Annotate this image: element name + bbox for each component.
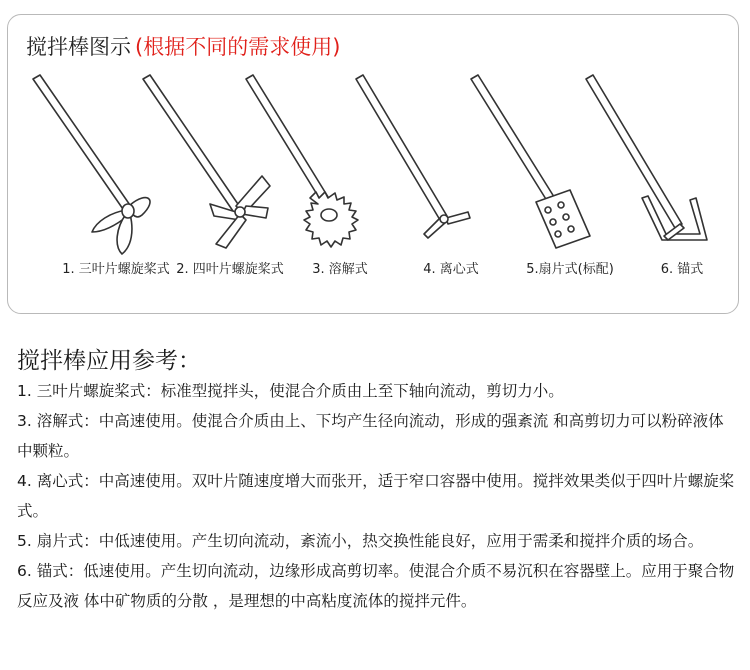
anchor-icon [586, 75, 707, 240]
caption-three-blade-propeller: 1. 三叶片螺旋桨式 [62, 262, 170, 277]
usage-item-centrifugal: 4. 离心式：中高速使用。双叶片随速度增大而张开，适于窄口容器中使用。搅拌效果类似于四叶片螺旋桨式。 [17, 472, 735, 520]
fan-paddle-icon [471, 75, 590, 248]
caption-anchor: 6. 锚式 [660, 262, 704, 277]
panel-title-note: (根据不同的需求使用) [135, 35, 341, 59]
usage-item-three-blade: 1. 三叶片螺旋桨式：标准型搅拌头，使混合介质由上至下轴向流动，剪切力小。 [17, 382, 564, 400]
caption-centrifugal: 4. 离心式 [423, 262, 479, 277]
three-blade-propeller-icon [33, 75, 150, 254]
dissolver-disc-icon [246, 75, 358, 247]
four-blade-propeller-icon [143, 75, 270, 248]
caption-four-blade-propeller: 2. 四叶片螺旋桨式 [176, 262, 284, 277]
usage-reference-title: 搅拌棒应用参考： [17, 348, 201, 374]
usage-item-dissolver: 3. 溶解式：中高速使用。使混合介质由上、下均产生径向流动，形成的强紊流 和高剪切力可以粉碎液体中颗粒。 [17, 412, 724, 460]
caption-fan-paddle: 5.扇片式(标配) [526, 262, 614, 277]
caption-dissolver: 3. 溶解式 [312, 262, 368, 277]
panel-title-main: 搅拌棒图示 [26, 35, 131, 59]
usage-reference-list [17, 376, 739, 616]
usage-item-fan-paddle: 5. 扇片式：中低速使用。产生切向流动，紊流小，热交换性能良好，应用于需柔和搅拌介质的场合。 [17, 532, 704, 550]
usage-item-anchor: 6. 锚式：低速使用。产生切向流动，边缘形成高剪切率。使混合介质不易沉积在容器壁上。应用于聚合物反应及液 体中矿物质的分散 ，是理想的中高粘度流体的搅拌元件。 [17, 562, 735, 610]
centrifugal-blade-icon [356, 75, 470, 238]
